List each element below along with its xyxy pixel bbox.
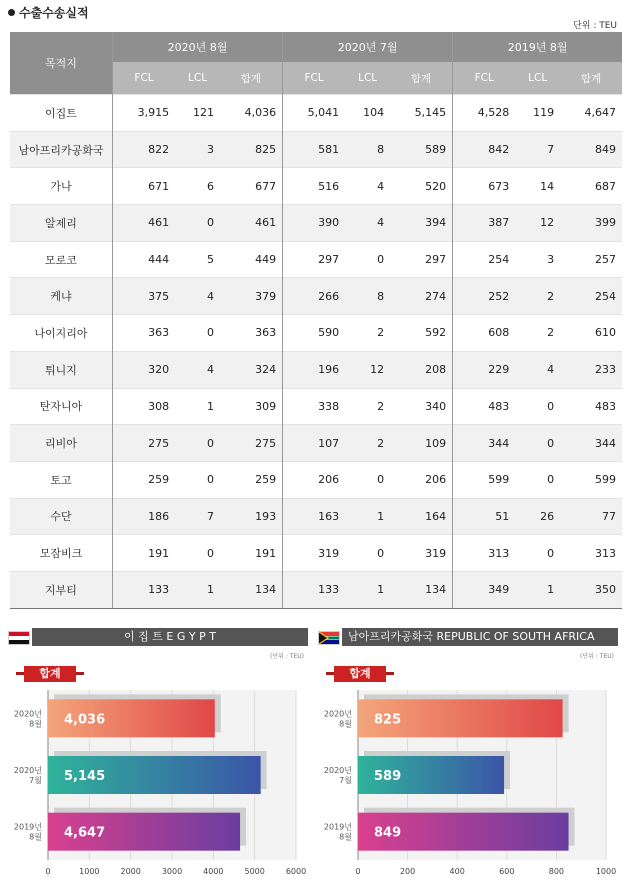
value-cell: 581 (283, 131, 346, 168)
value-cell: 319 (283, 535, 346, 572)
tick-label: 0 (45, 867, 51, 876)
value-cell: 0 (175, 425, 220, 462)
value-cell: 266 (283, 278, 346, 315)
value-cell: 1 (345, 498, 390, 535)
tick-label: 1000 (595, 867, 617, 876)
value-cell: 1 (515, 571, 560, 608)
value-cell: 363 (113, 315, 176, 352)
value-cell: 196 (283, 351, 346, 388)
value-cell: 677 (220, 168, 283, 205)
value-cell: 193 (220, 498, 283, 535)
value-cell: 257 (560, 241, 622, 278)
value-cell: 313 (560, 535, 622, 572)
bar-value-label: 849 (374, 825, 402, 841)
category-label: 2020년 8월 (13, 709, 42, 729)
category-label: 2020년 8월 (323, 709, 352, 729)
value-cell: 394 (390, 205, 453, 242)
value-cell: 164 (390, 498, 453, 535)
dest-cell: 알제리 (10, 205, 113, 242)
table-row (10, 461, 622, 498)
dest-cell: 수단 (10, 498, 113, 535)
value-cell: 516 (283, 168, 346, 205)
value-cell: 309 (220, 388, 283, 425)
table-row (10, 95, 622, 132)
tick-label: 800 (548, 867, 565, 876)
value-cell: 399 (560, 205, 622, 242)
value-cell: 107 (283, 425, 346, 462)
value-cell: 8 (345, 278, 390, 315)
value-cell: 3,915 (113, 95, 176, 132)
shipment-table (10, 32, 622, 609)
value-cell: 592 (390, 315, 453, 352)
value-cell: 599 (560, 461, 622, 498)
value-cell: 0 (515, 425, 560, 462)
value-cell: 206 (283, 461, 346, 498)
value-cell: 7 (175, 498, 220, 535)
tick-label: 200 (399, 867, 416, 876)
value-cell: 134 (390, 571, 453, 608)
value-cell: 671 (113, 168, 176, 205)
value-cell: 449 (220, 241, 283, 278)
value-cell: 4 (515, 351, 560, 388)
table-row (10, 535, 622, 572)
value-cell: 4 (175, 351, 220, 388)
table-row (10, 131, 622, 168)
tick-label: 2000 (120, 867, 141, 876)
value-cell: 599 (453, 461, 516, 498)
sub-header: LCL (515, 62, 560, 95)
sub-header: LCL (175, 62, 220, 95)
period-header: 2020년 8월 (113, 32, 283, 62)
value-cell: 344 (453, 425, 516, 462)
value-cell: 4,036 (220, 95, 283, 132)
value-cell: 4 (175, 278, 220, 315)
value-cell: 673 (453, 168, 516, 205)
value-cell: 208 (390, 351, 453, 388)
value-cell: 340 (390, 388, 453, 425)
table-row (10, 315, 622, 352)
sub-header: FCL (453, 62, 516, 95)
value-cell: 5,041 (283, 95, 346, 132)
value-cell: 320 (113, 351, 176, 388)
page-title-text: 수출수송실적 (19, 6, 89, 20)
period-header: 2020년 7월 (283, 32, 453, 62)
table-row (10, 571, 622, 608)
value-cell: 109 (390, 425, 453, 462)
value-cell: 26 (515, 498, 560, 535)
bar-value-label: 5,145 (64, 769, 106, 784)
value-cell: 349 (453, 571, 516, 608)
value-cell: 77 (560, 498, 622, 535)
table-row (10, 425, 622, 462)
value-cell: 4 (345, 168, 390, 205)
value-cell: 254 (453, 241, 516, 278)
value-cell: 259 (113, 461, 176, 498)
table-row (10, 241, 622, 278)
egypt-chart-panel (8, 628, 308, 886)
value-cell: 444 (113, 241, 176, 278)
value-cell: 297 (390, 241, 453, 278)
dest-cell: 탄자니아 (10, 388, 113, 425)
value-cell: 608 (453, 315, 516, 352)
tick-label: 400 (449, 867, 465, 876)
value-cell: 0 (345, 241, 390, 278)
value-cell: 350 (560, 571, 622, 608)
bar-value-label: 589 (374, 769, 402, 784)
value-cell: 3 (515, 241, 560, 278)
value-cell: 610 (560, 315, 622, 352)
dest-cell: 모잠비크 (10, 535, 113, 572)
dest-cell: 나이지리아 (10, 315, 113, 352)
category-label: 2019년 8월 (323, 822, 352, 842)
table-row (10, 498, 622, 535)
value-cell: 344 (560, 425, 622, 462)
value-cell: 4,528 (453, 95, 516, 132)
category-label: 2020년 7월 (13, 766, 42, 785)
value-cell: 319 (390, 535, 453, 572)
value-cell: 0 (175, 315, 220, 352)
value-cell: 0 (515, 388, 560, 425)
value-cell: 842 (453, 131, 516, 168)
value-cell: 0 (175, 535, 220, 572)
value-cell: 12 (345, 351, 390, 388)
value-cell: 104 (345, 95, 390, 132)
value-cell: 275 (113, 425, 176, 462)
value-cell: 1 (345, 571, 390, 608)
tick-label: 4000 (203, 867, 224, 876)
chart-unit: (단위 : TEU) (270, 653, 304, 660)
dest-cell: 모로코 (10, 241, 113, 278)
egypt-bar-chart (8, 628, 308, 886)
value-cell: 275 (220, 425, 283, 462)
value-cell: 8 (345, 131, 390, 168)
tick-label: 0 (355, 867, 361, 876)
unit-label: 단위 : TEU (573, 21, 617, 31)
value-cell: 51 (453, 498, 516, 535)
dest-cell: 튀니지 (10, 351, 113, 388)
chart-unit: (단위 : TEU) (580, 653, 614, 660)
value-cell: 324 (220, 351, 283, 388)
sub-header: 합계 (220, 62, 283, 95)
tick-label: 5000 (244, 867, 265, 876)
table-row (10, 388, 622, 425)
value-cell: 822 (113, 131, 176, 168)
value-cell: 1 (175, 571, 220, 608)
bar-value-label: 825 (374, 712, 402, 728)
value-cell: 206 (390, 461, 453, 498)
value-cell: 2 (345, 425, 390, 462)
value-cell: 2 (515, 315, 560, 352)
value-cell: 191 (220, 535, 283, 572)
dest-cell: 리비아 (10, 425, 113, 462)
dest-cell: 지부티 (10, 571, 113, 608)
page-title (8, 4, 89, 21)
dest-header: 목적지 (10, 32, 113, 95)
tick-label: 600 (499, 867, 515, 876)
value-cell: 133 (283, 571, 346, 608)
category-label: 2020년 7월 (323, 766, 352, 785)
value-cell: 121 (175, 95, 220, 132)
dest-cell: 토고 (10, 461, 113, 498)
total-badge: 합계 (24, 666, 76, 682)
tick-label: 6000 (285, 867, 307, 876)
value-cell: 5,145 (390, 95, 453, 132)
tick-label: 3000 (161, 867, 183, 876)
sub-header: LCL (345, 62, 390, 95)
value-cell: 379 (220, 278, 283, 315)
dest-cell: 가나 (10, 168, 113, 205)
value-cell: 191 (113, 535, 176, 572)
value-cell: 313 (453, 535, 516, 572)
value-cell: 308 (113, 388, 176, 425)
value-cell: 825 (220, 131, 283, 168)
value-cell: 163 (283, 498, 346, 535)
sub-header: FCL (113, 62, 176, 95)
value-cell: 119 (515, 95, 560, 132)
dest-cell: 이집트 (10, 95, 113, 132)
bar-value-label: 4,647 (64, 825, 106, 841)
value-cell: 0 (175, 461, 220, 498)
value-cell: 229 (453, 351, 516, 388)
value-cell: 0 (175, 205, 220, 242)
value-cell: 0 (515, 535, 560, 572)
value-cell: 274 (390, 278, 453, 315)
value-cell: 2 (345, 388, 390, 425)
table-row (10, 168, 622, 205)
sub-header: FCL (283, 62, 346, 95)
value-cell: 520 (390, 168, 453, 205)
value-cell: 363 (220, 315, 283, 352)
value-cell: 254 (560, 278, 622, 315)
value-cell: 375 (113, 278, 176, 315)
value-cell: 589 (390, 131, 453, 168)
value-cell: 133 (113, 571, 176, 608)
value-cell: 461 (113, 205, 176, 242)
value-cell: 4 (345, 205, 390, 242)
chart-title: 이 집 트 E G Y P T (32, 628, 308, 646)
chart-title: 남아프리카공화국 REPUBLIC OF SOUTH AFRICA (342, 628, 618, 646)
value-cell: 186 (113, 498, 176, 535)
value-cell: 6 (175, 168, 220, 205)
total-badge: 합계 (334, 666, 386, 682)
dest-cell: 남아프리카공화국 (10, 131, 113, 168)
value-cell: 7 (515, 131, 560, 168)
south-africa-bar-chart (318, 628, 618, 886)
value-cell: 338 (283, 388, 346, 425)
value-cell: 687 (560, 168, 622, 205)
value-cell: 483 (453, 388, 516, 425)
sub-header: 합계 (390, 62, 453, 95)
value-cell: 134 (220, 571, 283, 608)
value-cell: 12 (515, 205, 560, 242)
tick-label: 1000 (79, 867, 100, 876)
value-cell: 233 (560, 351, 622, 388)
value-cell: 0 (345, 461, 390, 498)
value-cell: 14 (515, 168, 560, 205)
bar-value-label: 4,036 (64, 712, 106, 728)
value-cell: 390 (283, 205, 346, 242)
dest-cell: 케냐 (10, 278, 113, 315)
value-cell: 849 (560, 131, 622, 168)
value-cell: 3 (175, 131, 220, 168)
period-header: 2019년 8월 (453, 32, 622, 62)
value-cell: 5 (175, 241, 220, 278)
category-label: 2019년 8월 (13, 822, 42, 842)
value-cell: 1 (175, 388, 220, 425)
bullet-icon (8, 9, 15, 16)
south-africa-chart-panel (318, 628, 618, 886)
value-cell: 0 (345, 535, 390, 572)
value-cell: 297 (283, 241, 346, 278)
value-cell: 4,647 (560, 95, 622, 132)
table-row (10, 205, 622, 242)
value-cell: 252 (453, 278, 516, 315)
value-cell: 387 (453, 205, 516, 242)
value-cell: 0 (515, 461, 560, 498)
value-cell: 259 (220, 461, 283, 498)
table-row (10, 278, 622, 315)
value-cell: 461 (220, 205, 283, 242)
table-row (10, 351, 622, 388)
value-cell: 2 (345, 315, 390, 352)
value-cell: 483 (560, 388, 622, 425)
sub-header: 합계 (560, 62, 622, 95)
value-cell: 2 (515, 278, 560, 315)
value-cell: 590 (283, 315, 346, 352)
